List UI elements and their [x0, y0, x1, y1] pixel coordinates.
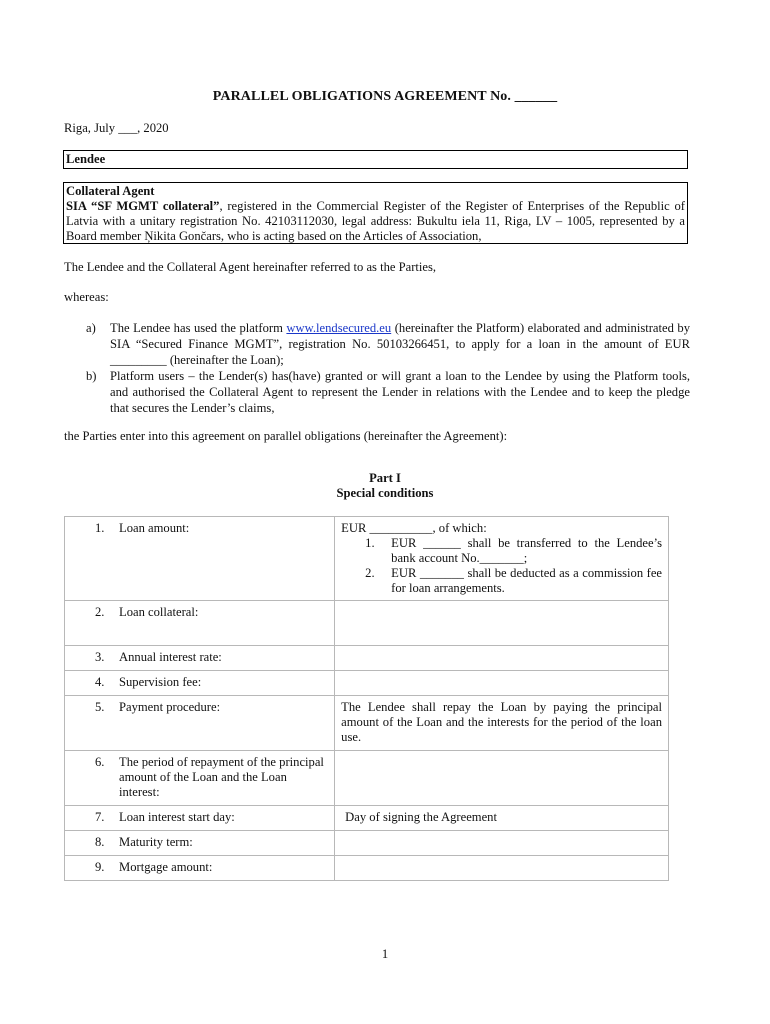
part-subtitle: Special conditions	[336, 486, 434, 500]
term-value-cell	[335, 751, 669, 806]
term-number: 2.	[95, 605, 105, 619]
term-label-cell	[65, 696, 335, 751]
document-title: PARALLEL OBLIGATIONS AGREEMENT No. ______	[212, 89, 558, 104]
term-label-cell	[65, 831, 335, 856]
term-number: 6.	[95, 755, 105, 769]
page-number: 1	[381, 947, 389, 961]
recital-b	[86, 368, 690, 416]
term-value-cell: The Lendee shall repay the Loan by paying the principal amount of the Loan and the interests for the period of the loan use.	[335, 696, 669, 751]
term-label-cell	[65, 601, 335, 646]
special-conditions-table	[64, 516, 669, 881]
term-label: The period of repayment of the principal amount of the Loan and the Loan interest:	[119, 755, 324, 799]
collateral-agent-label: Collateral Agent	[66, 184, 155, 198]
part-title: Part I	[369, 471, 401, 485]
term-value-cell	[335, 671, 669, 696]
term-label: Loan amount:	[119, 521, 190, 535]
term-number: 5.	[95, 700, 105, 714]
term-number: 9.	[95, 860, 105, 874]
subitem-number: 1.	[365, 536, 375, 550]
term-label: Loan interest start day:	[119, 810, 235, 824]
whereas-text: whereas:	[64, 290, 109, 304]
table-row	[65, 831, 669, 856]
term-value-cell	[335, 646, 669, 671]
term-value-cell	[335, 517, 669, 601]
recital-a	[86, 320, 690, 368]
collateral-agent-box	[63, 182, 688, 244]
table-row	[65, 696, 669, 751]
term-label-cell	[65, 671, 335, 696]
term-number: 1.	[95, 521, 105, 535]
table-row	[65, 517, 669, 601]
place-date: Riga, July ___, 2020	[64, 121, 169, 135]
recital-marker: b)	[86, 369, 97, 383]
term-number: 4.	[95, 675, 105, 689]
recital-marker: a)	[86, 321, 96, 335]
term-number: 7.	[95, 810, 105, 824]
recital-text: Platform users – the Lender(s) has(have) granted or will grant a loan to the Lendee by using the Platform tools, and authorised the Collateral Agent to represent the Lender in relations with the Lendee and to keep the pledge that secures the Lender’s claims,	[110, 369, 690, 415]
term-label-cell	[65, 517, 335, 601]
term-number: 8.	[95, 835, 105, 849]
recital-text: (hereinafter the Platform) elaborated and administrated by SIA “Secured Finance MGMT”, registration No. 50103266451, to apply for a loan in the amount of EUR _________ (hereinafter the Loan);	[110, 321, 691, 367]
term-label-cell	[65, 646, 335, 671]
subitem-text: EUR _______ shall be deducted as a commission fee for loan arrangements.	[391, 566, 662, 595]
term-label: Maturity term:	[119, 835, 193, 849]
term-value: EUR __________, of which:	[341, 521, 487, 535]
table-row	[65, 806, 669, 831]
term-label: Annual interest rate:	[119, 650, 222, 664]
term-number: 3.	[95, 650, 105, 664]
recital-text: The Lendee has used the platform	[110, 321, 287, 335]
part-heading	[0, 471, 770, 501]
collateral-agent-name: SIA “SF MGMT collateral”	[66, 199, 220, 213]
term-label-cell	[65, 856, 335, 881]
term-value-cell	[335, 856, 669, 881]
term-label: Mortgage amount:	[119, 860, 213, 874]
platform-link[interactable]: www.lendsecured.eu	[286, 321, 392, 335]
term-label: Supervision fee:	[119, 675, 202, 689]
term-value-cell	[335, 831, 669, 856]
term-label-cell	[65, 806, 335, 831]
term-value-cell	[335, 601, 669, 646]
table-row	[65, 856, 669, 881]
term-label-cell	[65, 751, 335, 806]
subitem-text: EUR ______ shall be transferred to the Lendee’s bank account No._______;	[391, 536, 662, 565]
table-row	[65, 671, 669, 696]
table-row	[65, 646, 669, 671]
term-label: Loan collateral:	[119, 605, 199, 619]
collateral-agent-description: , registered in the Commercial Register of the Register of Enterprises of the Republic of Latvia with a unitary registration No. 42103112030, legal address: Bukultu iela 11, Riga, LV – 1005, represented by a Board member Ņikita Gončars, who is acting based on the Articles of Association,	[66, 199, 685, 243]
term-value-cell: Day of signing the Agreement	[335, 806, 669, 831]
agreement-intro: the Parties enter into this agreement on parallel obligations (hereinafter the Agreement):	[64, 429, 508, 443]
lendee-label: Lendee	[66, 152, 106, 166]
parties-text: The Lendee and the Collateral Agent hereinafter referred to as the Parties,	[64, 260, 437, 274]
table-row	[65, 751, 669, 806]
term-label: Payment procedure:	[119, 700, 221, 714]
table-row	[65, 601, 669, 646]
subitem-number: 2.	[365, 566, 375, 580]
lendee-box	[63, 150, 688, 169]
